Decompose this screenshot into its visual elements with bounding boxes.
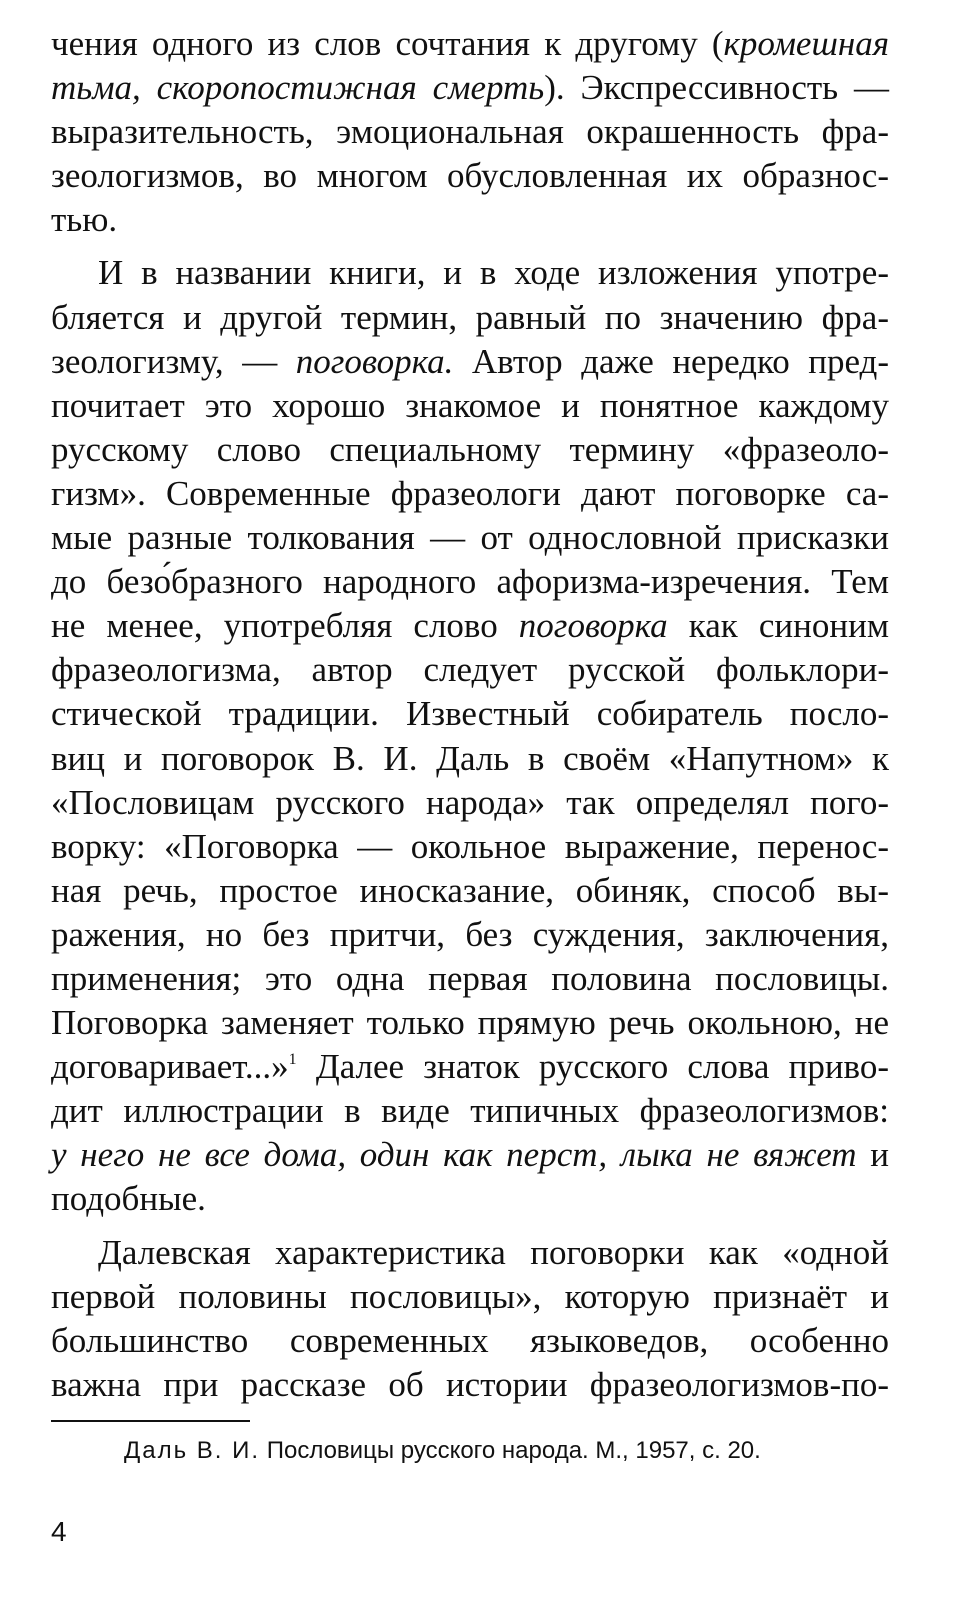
italic-term: у него не все дома, один как перст, лыка не вяжет xyxy=(51,1135,857,1175)
italic-term: кромешная xyxy=(723,24,889,63)
page-body xyxy=(51,22,889,1407)
italic-term: тьма, скоропостижная смерть xyxy=(51,68,545,108)
text-line xyxy=(51,340,889,384)
text-line: большинство современных языковедов, особенно xyxy=(51,1320,889,1360)
footnote-divider xyxy=(51,1420,250,1422)
text-line xyxy=(51,22,889,66)
text-line: бляется и другой термин, равный по значению фра- xyxy=(51,297,889,337)
paragraph-2 xyxy=(51,251,889,1221)
text-line: почитает это хорошо знакомое и понятное каждому xyxy=(51,385,889,425)
text-line: зеологизмов, во многом обусловленная их образнос- xyxy=(51,156,889,196)
footnote xyxy=(124,1436,761,1466)
page-number: 4 xyxy=(51,1516,67,1547)
text-line: дит иллюстрации в виде типичных фразеологизмов: xyxy=(51,1091,889,1131)
text-line: фразеологизма, автор следует русской фольклори- xyxy=(51,650,889,690)
text-line xyxy=(51,66,889,110)
text-line: подобные. xyxy=(51,1179,206,1219)
text-line xyxy=(51,1045,889,1089)
text-line: виц и поговорок В. И. Даль в своём «Напутном» к xyxy=(51,738,889,778)
text-line: мые разные толкования — от однословной присказки xyxy=(51,518,889,558)
text-line: до безо́бразного народного афоризма-изречения. Тем xyxy=(51,562,889,602)
text-run: не менее, употребляя слово xyxy=(51,606,519,646)
text-run: чения одного из слов сочтания к другому ( xyxy=(51,24,724,63)
text-line: ная речь, простое иносказание, обиняк, способ вы- xyxy=(51,870,889,910)
text-line: стической традиции. Известный собиратель посло- xyxy=(51,694,889,734)
italic-term: поговорка xyxy=(518,606,668,646)
text-run: Далее знаток русского слова приво- xyxy=(296,1047,889,1087)
text-line: ворку: «Поговорка — окольное выражение, перенос- xyxy=(51,826,889,866)
text-line: важна при рассказе об истории фразеологизмов-по- xyxy=(51,1364,889,1404)
text-line: ражения, но без притчи, без суждения, заключения, xyxy=(51,914,889,954)
text-line: выразительность, эмоциональная окрашенность фра- xyxy=(51,112,889,152)
text-line xyxy=(51,1133,889,1177)
text-run: Автор даже нередко пред- xyxy=(453,341,889,381)
paragraph-1 xyxy=(51,22,889,242)
text-line: русскому слово специальному термину «фразеоло- xyxy=(51,429,889,469)
footnote-marker[interactable]: 1 xyxy=(288,1051,297,1069)
text-line: тью. xyxy=(51,200,118,240)
paragraph-3 xyxy=(51,1231,889,1407)
text-run: как синоним xyxy=(667,606,889,646)
text-line: И в названии книги, и в ходе изложения употре- xyxy=(98,253,889,293)
text-line: первой половины пословицы», которую признаёт и xyxy=(51,1276,889,1316)
text-line: Далевская характеристика поговорки как «одной xyxy=(98,1232,889,1272)
footnote-author: Даль В. И. xyxy=(124,1437,261,1464)
text-line: применения; это одна первая половина пословицы. xyxy=(51,958,889,998)
footnote-text: Пословицы русского народа. М., 1957, с. 20. xyxy=(260,1437,761,1464)
text-run: и xyxy=(856,1135,889,1175)
text-run: зеологизму, — xyxy=(51,341,296,381)
italic-term: поговорка. xyxy=(295,341,454,381)
text-run: договаривает...» xyxy=(51,1047,289,1087)
text-line: «Пословицам русского народа» так определял пого- xyxy=(51,782,889,822)
text-line: Поговорка заменяет только прямую речь окольною, не xyxy=(51,1003,889,1043)
text-run: ). Экспрессивность — xyxy=(544,68,889,108)
text-line: гизм». Современные фразеологи дают поговорке са- xyxy=(51,473,889,513)
text-line xyxy=(51,604,889,648)
